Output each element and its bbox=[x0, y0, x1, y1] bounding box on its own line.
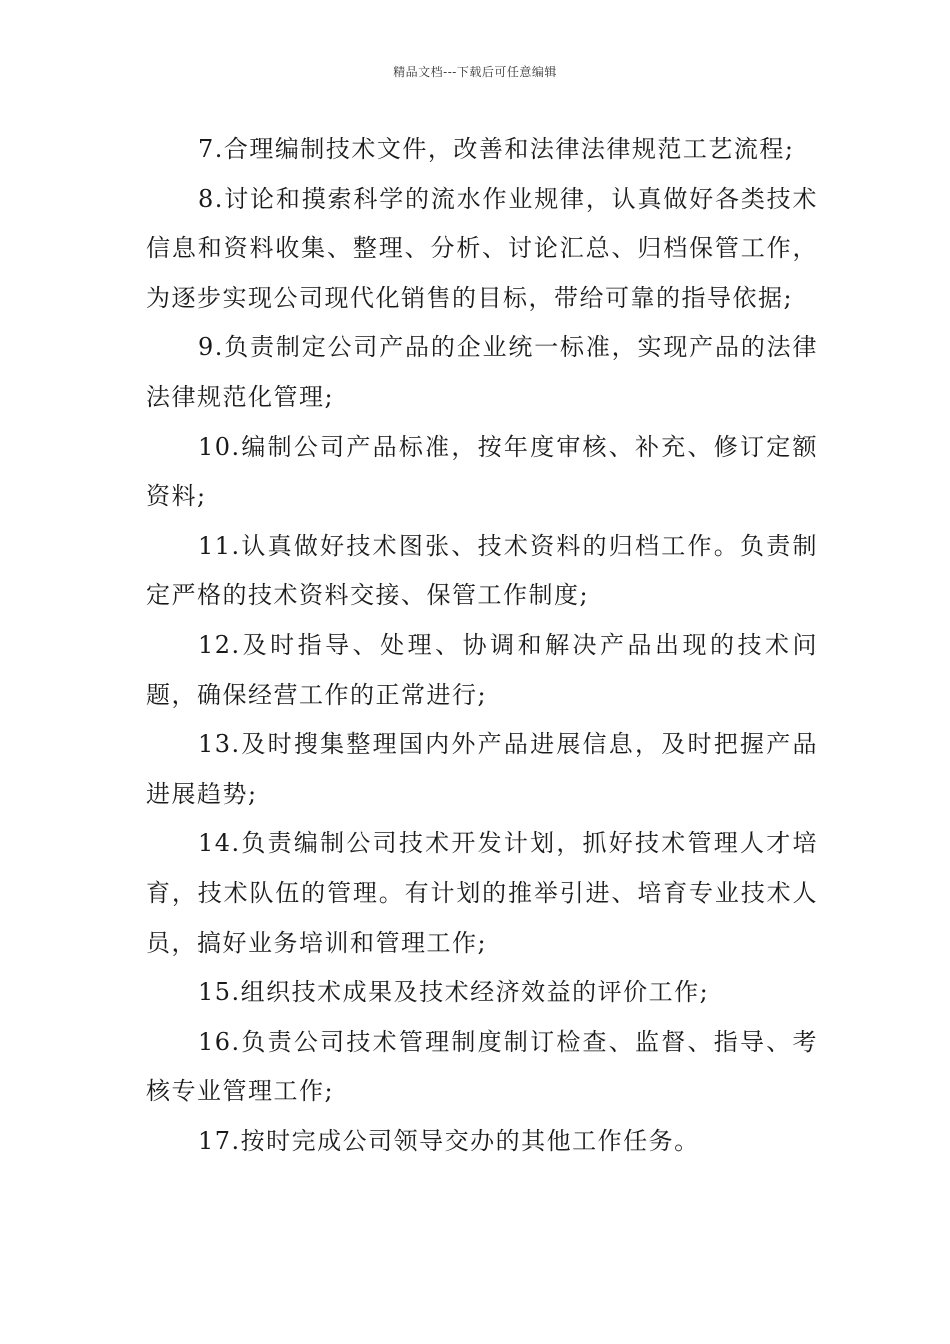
paragraph-item-7: 7.合理编制技术文件，改善和法律法律规范工艺流程; bbox=[198, 135, 795, 163]
paragraph-item-16: 16.负责公司技术管理制度制订检查、监督、指导、考核专业管理工作; bbox=[146, 1027, 818, 1106]
page-header: 精品文档---下载后可任意编辑 bbox=[393, 65, 557, 79]
paragraph-item-17: 17.按时完成公司领导交办的其他工作任务。 bbox=[198, 1126, 700, 1155]
paragraph-item-8: 8.讨论和摸索科学的流水作业规律，认真做好各类技术信息和资料收集、整理、分析、讨论汇总、归档保管工作，为逐步实现公司现代化销售的目标，带给可靠的指导依据; bbox=[146, 184, 818, 312]
paragraph-item-15: 15.组织技术成果及技术经济效益的评价工作; bbox=[198, 978, 710, 1007]
paragraph-item-12: 12.及时指导、处理、协调和解决产品出现的技术问题，确保经营工作的正常进行; bbox=[146, 630, 818, 709]
paragraph-item-13: 13.及时搜集整理国内外产品进展信息，及时把握产品进展趋势; bbox=[146, 730, 818, 808]
paragraph-item-11: 11.认真做好技术图张、技术资料的归档工作。负责制定严格的技术资料交接、保管工作制度; bbox=[146, 531, 818, 610]
paragraph-item-10: 10.编制公司产品标准，按年度审核、补充、修订定额资料; bbox=[146, 432, 818, 511]
paragraph-item-14: 14.负责编制公司技术开发计划，抓好技术管理人才培育，技术队伍的管理。有计划的推举引进、培育专业技术人员，搞好业务培训和管理工作; bbox=[146, 829, 818, 957]
document-body bbox=[146, 125, 818, 1166]
paragraph-item-9: 9.负责制定公司产品的企业统一标准，实现产品的法律法律规范化管理; bbox=[146, 333, 818, 411]
